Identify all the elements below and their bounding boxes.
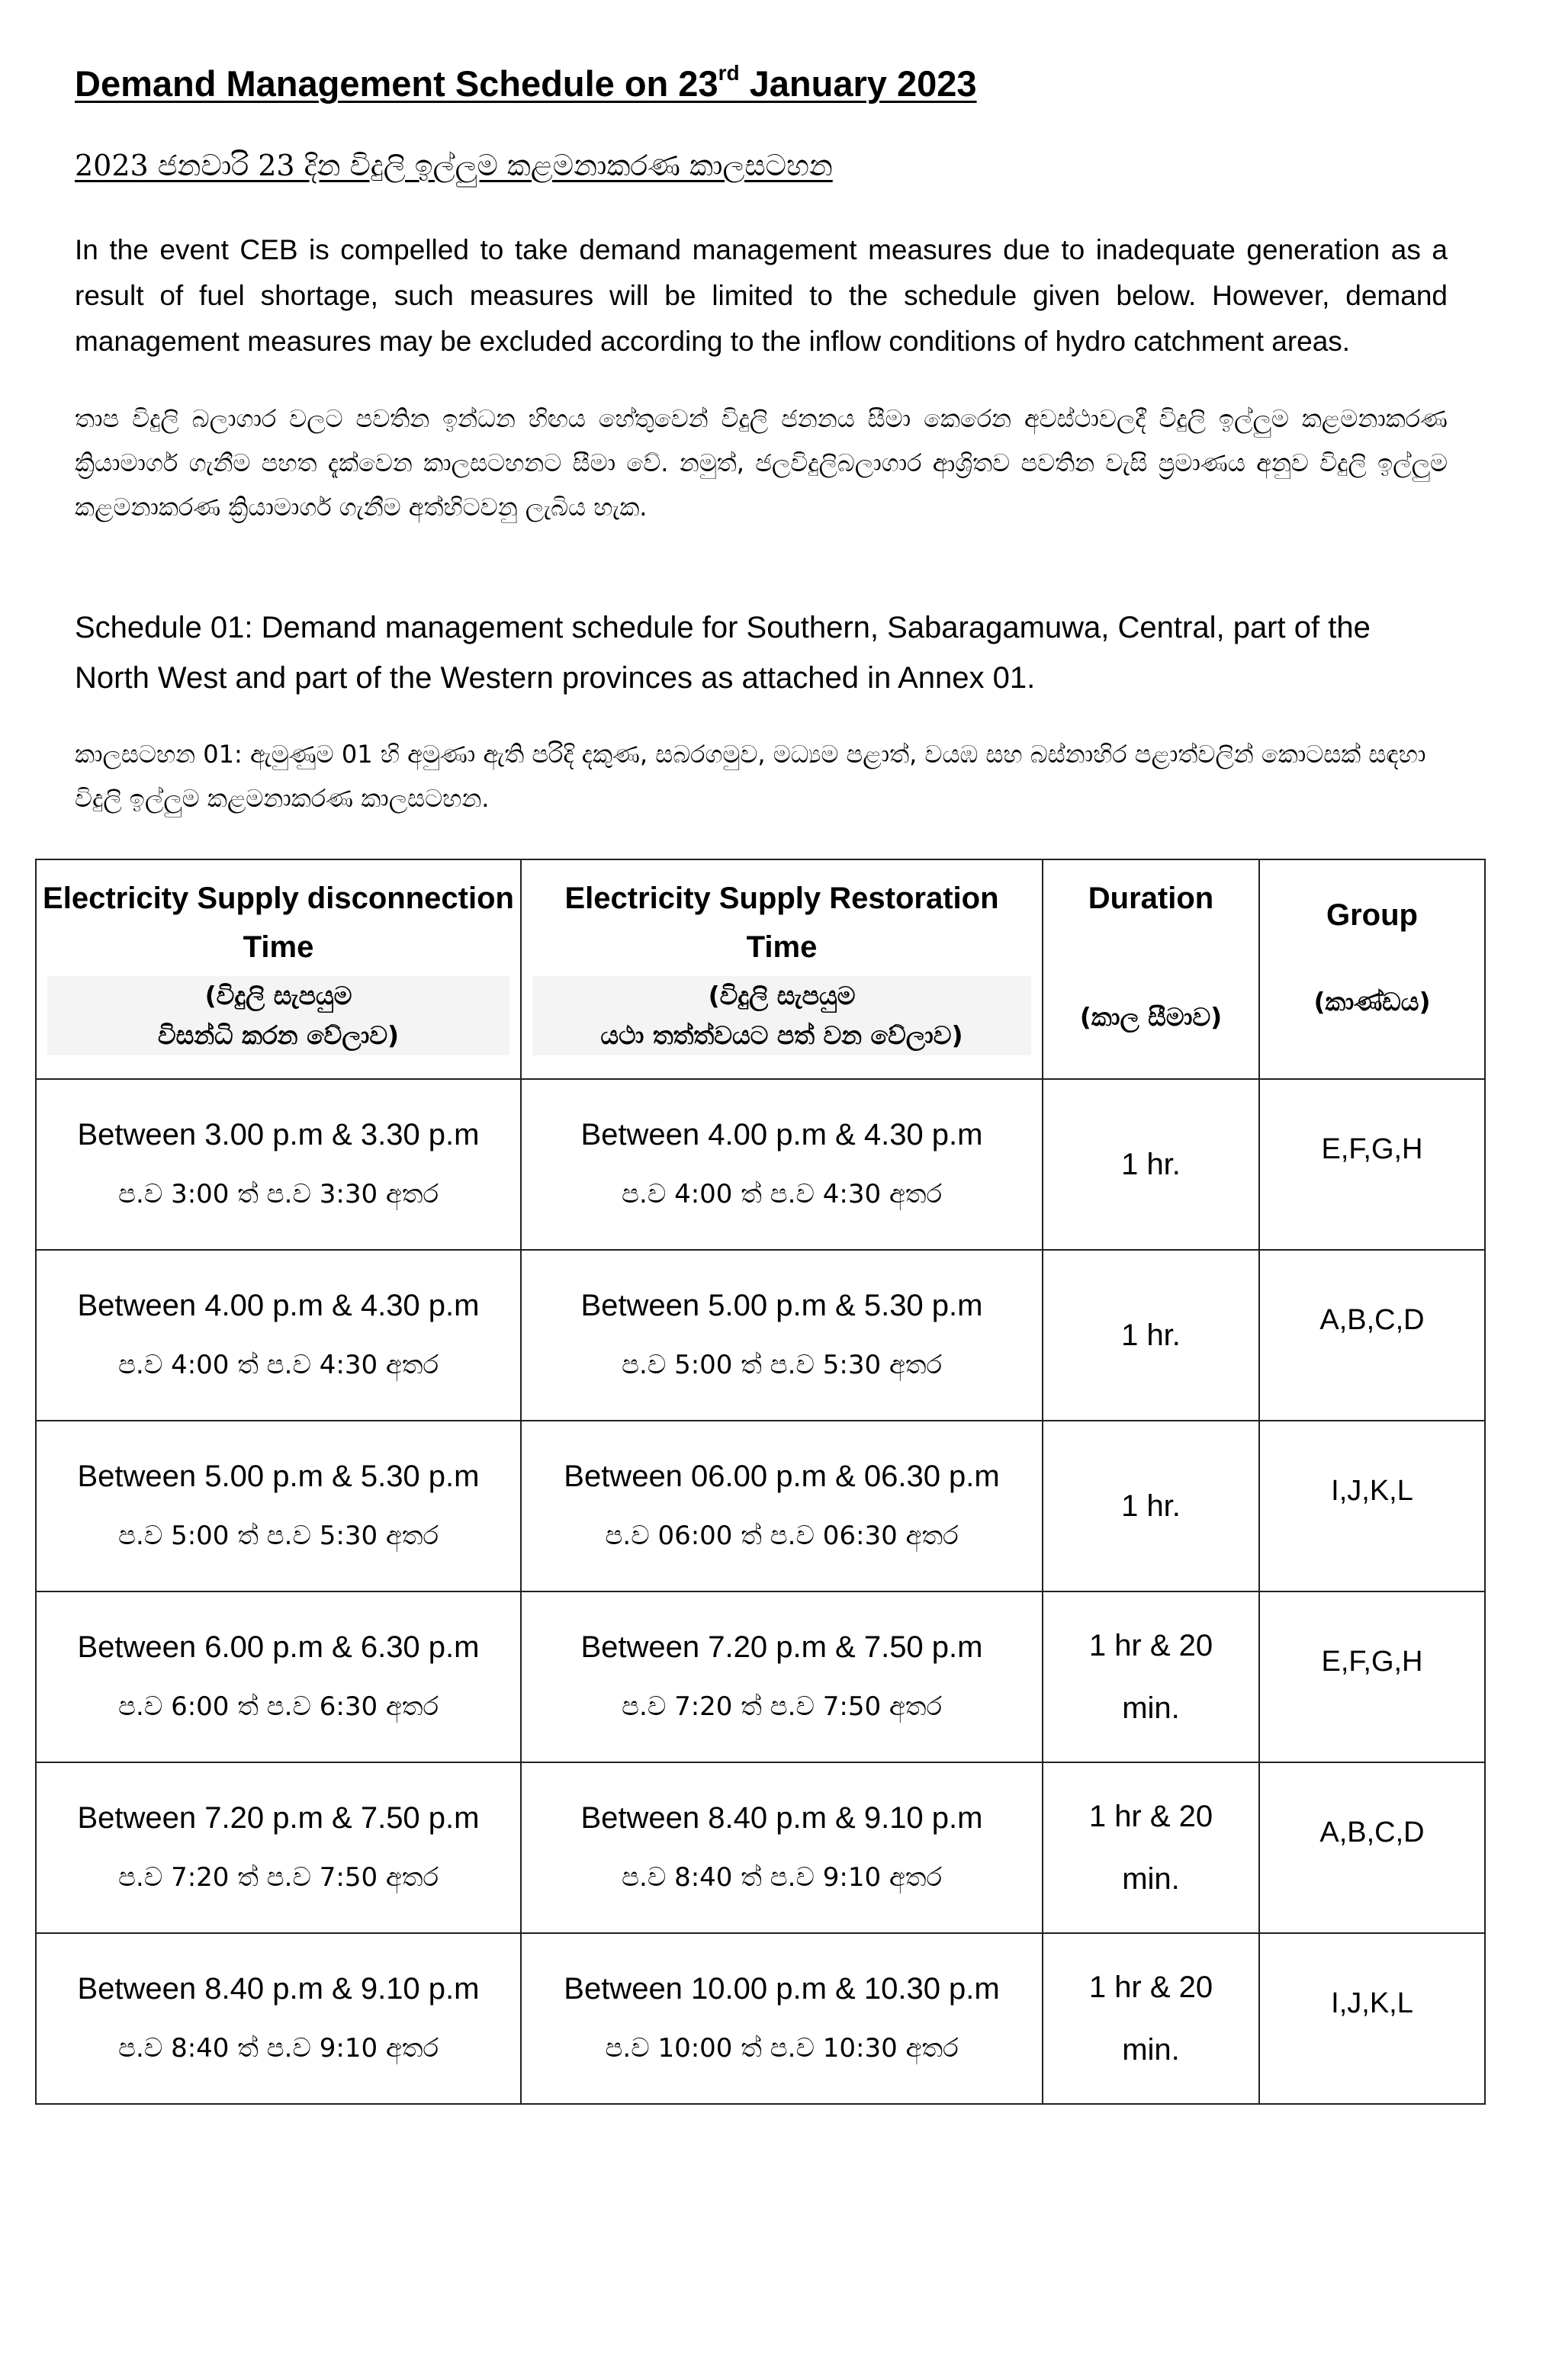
- restoration-cell: [521, 1762, 1043, 1933]
- restoration-cell: [521, 1250, 1043, 1421]
- table-row: [36, 1933, 1485, 2104]
- disconnection-time-english: Between 3.00 p.m & 3.30 p.m: [77, 1118, 480, 1151]
- group-value: A,B,C,D: [1319, 1304, 1425, 1336]
- group-value: I,J,K,L: [1331, 1475, 1413, 1507]
- schedule-description-sinhala: කාලසටහන 01: ඇමුණුම 01 හි අමුණා ඇති පරිදි දකුණ, සබරගමුව, මධ්‍යම පළාත්, වයඹ සහ බස්නාහිර පළාත්වලින් කොටසක් සඳහා විදුලි ඉල්ලුම කළමනාකරණ කාලසටහන.: [75, 740, 1426, 813]
- restoration-time-english: Between 4.00 p.m & 4.30 p.m: [580, 1118, 983, 1151]
- header-restoration-sinhala: [532, 976, 1031, 1055]
- schedule-description-english: Schedule 01: Demand management schedule for Southern, Sabaragamuwa, Central, part of the North West and part of the Western provinces as attached in Annex 01.: [75, 611, 1371, 695]
- duration-value: 1 hr & 20: [1088, 1800, 1213, 1833]
- table-row: [36, 1591, 1485, 1762]
- duration-value-cont: min.: [1122, 1862, 1180, 1896]
- disconnection-cell: [36, 1421, 521, 1591]
- header-duration-label: Duration: [1088, 882, 1214, 915]
- header-group: [1259, 859, 1485, 1079]
- group-cell: [1259, 1591, 1485, 1762]
- disconnection-cell: [36, 1250, 521, 1421]
- header-restoration-sinhala-line1: (විදුලි සැපයුම: [708, 981, 856, 1010]
- restoration-time-sinhala: ප.ව 06:00 ත් ප.ව 06:30 අතර: [605, 1521, 959, 1551]
- title-text: Demand Management Schedule on 23: [75, 63, 718, 104]
- table-header-row: [36, 859, 1485, 1079]
- intro-paragraph-sinhala: තාප විදුලි බලාගාර වලට පවතින ඉන්ධන හිඟය හේතුවෙන් විදුලි ජනනය සීමා කෙරෙන අවස්ථාවලදී විදුලි ඉල්ලුම කළමනාකරණ ක්‍රියාමාර්ග ගැනීම පහත දැක්වෙන කාලසටහනට සීමා වේ. නමුත්, ජලවිදුලිබලාගාර ආශ්‍රිතව පවතින වැසි ප්‍රමාණය අනුව විදුලි ඉල්ලුම කළමනාකරණ ක්‍රියාමාර්ග ගැනීම අත්හිටවනු ලැබිය හැක.: [75, 404, 1448, 522]
- table-row: [36, 1079, 1485, 1250]
- duration-cell: [1043, 1250, 1259, 1421]
- duration-cell: [1043, 1421, 1259, 1591]
- group-cell: [1259, 1250, 1485, 1421]
- group-value: A,B,C,D: [1319, 1816, 1425, 1848]
- header-disconnection-time: [36, 859, 521, 1079]
- disconnection-time-english: Between 6.00 p.m & 6.30 p.m: [77, 1630, 480, 1664]
- group-value: E,F,G,H: [1321, 1646, 1423, 1678]
- header-duration: [1043, 859, 1259, 1079]
- restoration-cell: [521, 1591, 1043, 1762]
- disconnection-cell: [36, 1762, 521, 1933]
- restoration-time-sinhala: ප.ව 5:00 ත් ප.ව 5:30 අතර: [622, 1350, 942, 1380]
- header-duration-sinhala: (කාල සීමාව): [1079, 1002, 1223, 1032]
- header-restoration-label: Electricity Supply Restoration Time: [564, 882, 999, 964]
- page-title: [75, 63, 977, 104]
- disconnection-time-english: Between 4.00 p.m & 4.30 p.m: [77, 1289, 480, 1322]
- title-text-end: January 2023: [739, 63, 977, 104]
- duration-value: 1 hr.: [1121, 1489, 1181, 1523]
- restoration-time-english: Between 10.00 p.m & 10.30 p.m: [564, 1972, 1000, 2006]
- restoration-time-sinhala: ප.ව 10:00 ත් ප.ව 10:30 අතර: [605, 2033, 959, 2064]
- group-cell: [1259, 1933, 1485, 2104]
- group-value: I,J,K,L: [1331, 1987, 1413, 2019]
- restoration-cell: [521, 1079, 1043, 1250]
- page-title-sinhala: 2023 ජනවාරි 23 දින විදුලි ඉල්ලුම කළමනාකරණ කාලසටහන: [75, 149, 833, 182]
- restoration-time-english: Between 8.40 p.m & 9.10 p.m: [580, 1801, 983, 1835]
- restoration-time-sinhala: ප.ව 7:20 ත් ප.ව 7:50 අතර: [622, 1691, 942, 1722]
- disconnection-cell: [36, 1079, 521, 1250]
- table-row: [36, 1421, 1485, 1591]
- table-row: [36, 1250, 1485, 1421]
- duration-cell: [1043, 1762, 1259, 1933]
- disconnection-cell: [36, 1591, 521, 1762]
- disconnection-time-sinhala: ප.ව 4:00 ත් ප.ව 4:30 අතර: [118, 1350, 439, 1380]
- disconnection-time-sinhala: ප.ව 3:00 ත් ප.ව 3:30 අතර: [118, 1179, 439, 1209]
- disconnection-time-sinhala: ප.ව 8:40 ත් ප.ව 9:10 අතර: [118, 2033, 439, 2064]
- group-value: E,F,G,H: [1321, 1133, 1423, 1165]
- duration-value: 1 hr.: [1121, 1148, 1181, 1181]
- disconnection-time-sinhala: ප.ව 5:00 ත් ප.ව 5:30 අතර: [118, 1521, 439, 1551]
- group-cell: [1259, 1421, 1485, 1591]
- intro-paragraph-english: In the event CEB is compelled to take demand management measures due to inadequate generation as a result of fuel shortage, such measures will be limited to the schedule given below. However, demand management measures may be excluded according to the inflow conditions of hydro catchment areas.: [75, 234, 1448, 357]
- duration-value: 1 hr & 20: [1088, 1629, 1213, 1662]
- header-group-sinhala: (කාණ්ඩය): [1313, 987, 1431, 1017]
- duration-cell: [1043, 1933, 1259, 2104]
- header-disconnection-sinhala: [47, 976, 509, 1055]
- disconnection-time-english: Between 5.00 p.m & 5.30 p.m: [77, 1460, 480, 1493]
- header-disconnection-sinhala-line1: (විදුලි සැපයුම: [204, 981, 352, 1010]
- header-disconnection-sinhala-line2: විසන්ධි කරන වේලාව): [157, 1020, 400, 1050]
- restoration-time-english: Between 7.20 p.m & 7.50 p.m: [580, 1630, 983, 1664]
- schedule-table: [35, 859, 1486, 2105]
- restoration-cell: [521, 1933, 1043, 2104]
- disconnection-time-english: Between 8.40 p.m & 9.10 p.m: [77, 1972, 480, 2006]
- restoration-cell: [521, 1421, 1043, 1591]
- disconnection-time-english: Between 7.20 p.m & 7.50 p.m: [77, 1801, 480, 1835]
- group-cell: [1259, 1762, 1485, 1933]
- duration-value: 1 hr.: [1121, 1318, 1181, 1352]
- group-cell: [1259, 1079, 1485, 1250]
- table-row: [36, 1762, 1485, 1933]
- disconnection-time-sinhala: ප.ව 7:20 ත් ප.ව 7:50 අතර: [118, 1862, 439, 1893]
- restoration-time-sinhala: ප.ව 8:40 ත් ප.ව 9:10 අතර: [622, 1862, 942, 1893]
- title-superscript: rd: [718, 61, 740, 85]
- header-disconnection-label: Electricity Supply disconnection Time: [43, 882, 514, 964]
- disconnection-time-sinhala: ප.ව 6:00 ත් ප.ව 6:30 අතර: [118, 1691, 439, 1722]
- duration-cell: [1043, 1079, 1259, 1250]
- duration-value: 1 hr & 20: [1088, 1970, 1213, 2004]
- header-group-label: Group: [1326, 898, 1418, 932]
- disconnection-cell: [36, 1933, 521, 2104]
- duration-cell: [1043, 1591, 1259, 1762]
- restoration-time-english: Between 5.00 p.m & 5.30 p.m: [580, 1289, 983, 1322]
- duration-value-cont: min.: [1122, 2033, 1180, 2067]
- restoration-time-sinhala: ප.ව 4:00 ත් ප.ව 4:30 අතර: [622, 1179, 942, 1209]
- duration-value-cont: min.: [1122, 1691, 1180, 1725]
- header-restoration-sinhala-line2: යථා තත්ත්වයට පත් වන වේලාව): [600, 1020, 963, 1050]
- header-restoration-time: [521, 859, 1043, 1079]
- restoration-time-english: Between 06.00 p.m & 06.30 p.m: [564, 1460, 1000, 1493]
